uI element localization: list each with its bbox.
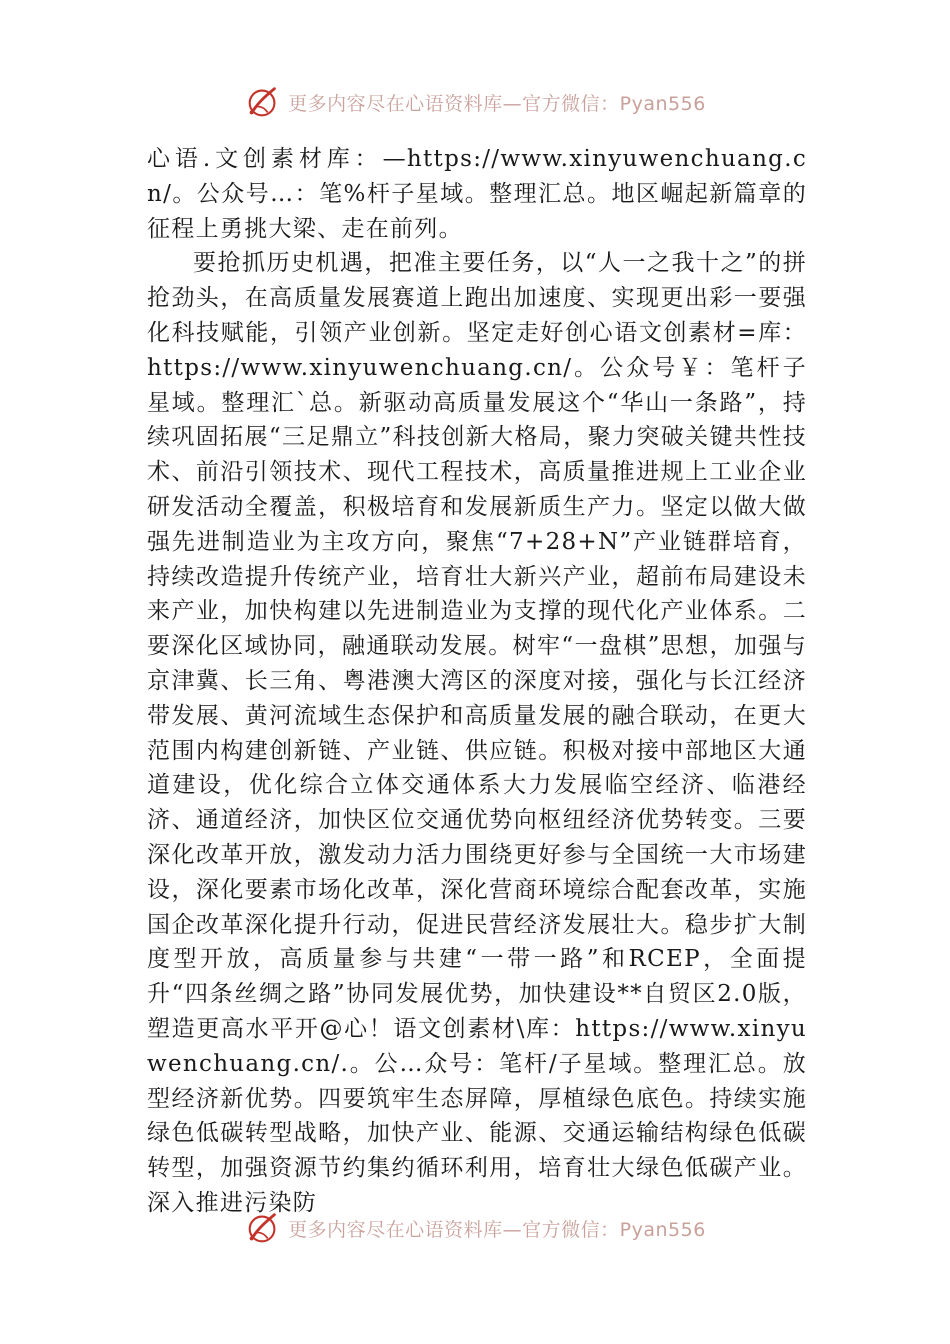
header-watermark: [0, 82, 950, 122]
pen-seal-logo-icon: [244, 83, 282, 121]
paragraph-2: 要抢抓历史机遇，把准主要任务，以“人一之我十之”的拼抢劲头，在高质量发展赛道上跑出加速度、实现更出彩一要强化科技赋能，引领产业创新。坚定走好创心语文创素材=库：https://www.xinyuwenchuang.cn/。公众号￥：笔杆子星域。整理汇`总。新驱动高质量发展这个“华山一条路”，持续巩固拓展“三足鼎立”科技创新大格局，聚力突破关键共性技术、前沿引领技术、现代工程技术，高质量推进规上工业企业研发活动全覆盖，积极培育和发展新质生产力。坚定以做大做强先进制造业为主攻方向，聚焦“7+28+N”产业链群培育，持续改造提升传统产业，培育壮大新兴产业，超前布局建设未来产业，加快构建以先进制造业为支撑的现代化产业体系。二要深化区域协同，融通联动发展。树牢“一盘棋”思想，加强与京津冀、长三角、粤港澳大湾区的深度对接，强化与长江经济带发展、黄河流域生态保护和高质量发展的融合联动，在更大范围内构建创新链、产业链、供应链。积极对接中部地区大通道建设，优化综合立体交通体系大力发展临空经济、临港经济、通道经济，加快区位交通优势向枢纽经济优势转变。三要深化改革开放，激发动力活力围绕更好参与全国统一大市场建设，深化要素市场化改革，深化营商环境综合配套改革，实施国企改革深化提升行动，促进民营经济发展壮大。稳步扩大制度型开放，高质量参与共建“一带一路”和RCEP，全面提升“四条丝绸之路”协同发展优势，加快建设**自贸区2.0版，塑造更高水平开@心！语文创素材\库：https://www.xinyuwenchuang.cn/.。公…众号：笔杆/子星域。整理汇总。放型经济新优势。四要筑牢生态屏障，厚植绿色底色。持续实施绿色低碳转型战略，加快产业、能源、交通运输结构绿色低碳转型，加强资源节约集约循环利用，培育壮大绿色低碳产业。深入推进污染防: [147, 250, 807, 1216]
watermark-text: 更多内容尽在心语资料库—官方微信：Pyan556: [288, 92, 706, 115]
paragraph-1: 心语.文创素材库：—https://www.xinyuwenchuang.cn/。公众号…：笔%杆子星域。整理汇总。地区崛起新篇章的征程上勇挑大梁、走在前列。: [147, 146, 807, 242]
watermark-text: 更多内容尽在心语资料库—官方微信：Pyan556: [288, 1218, 706, 1241]
pen-seal-logo-icon: [244, 1209, 282, 1247]
document-body: [147, 142, 807, 1221]
footer-watermark: [0, 1208, 950, 1248]
